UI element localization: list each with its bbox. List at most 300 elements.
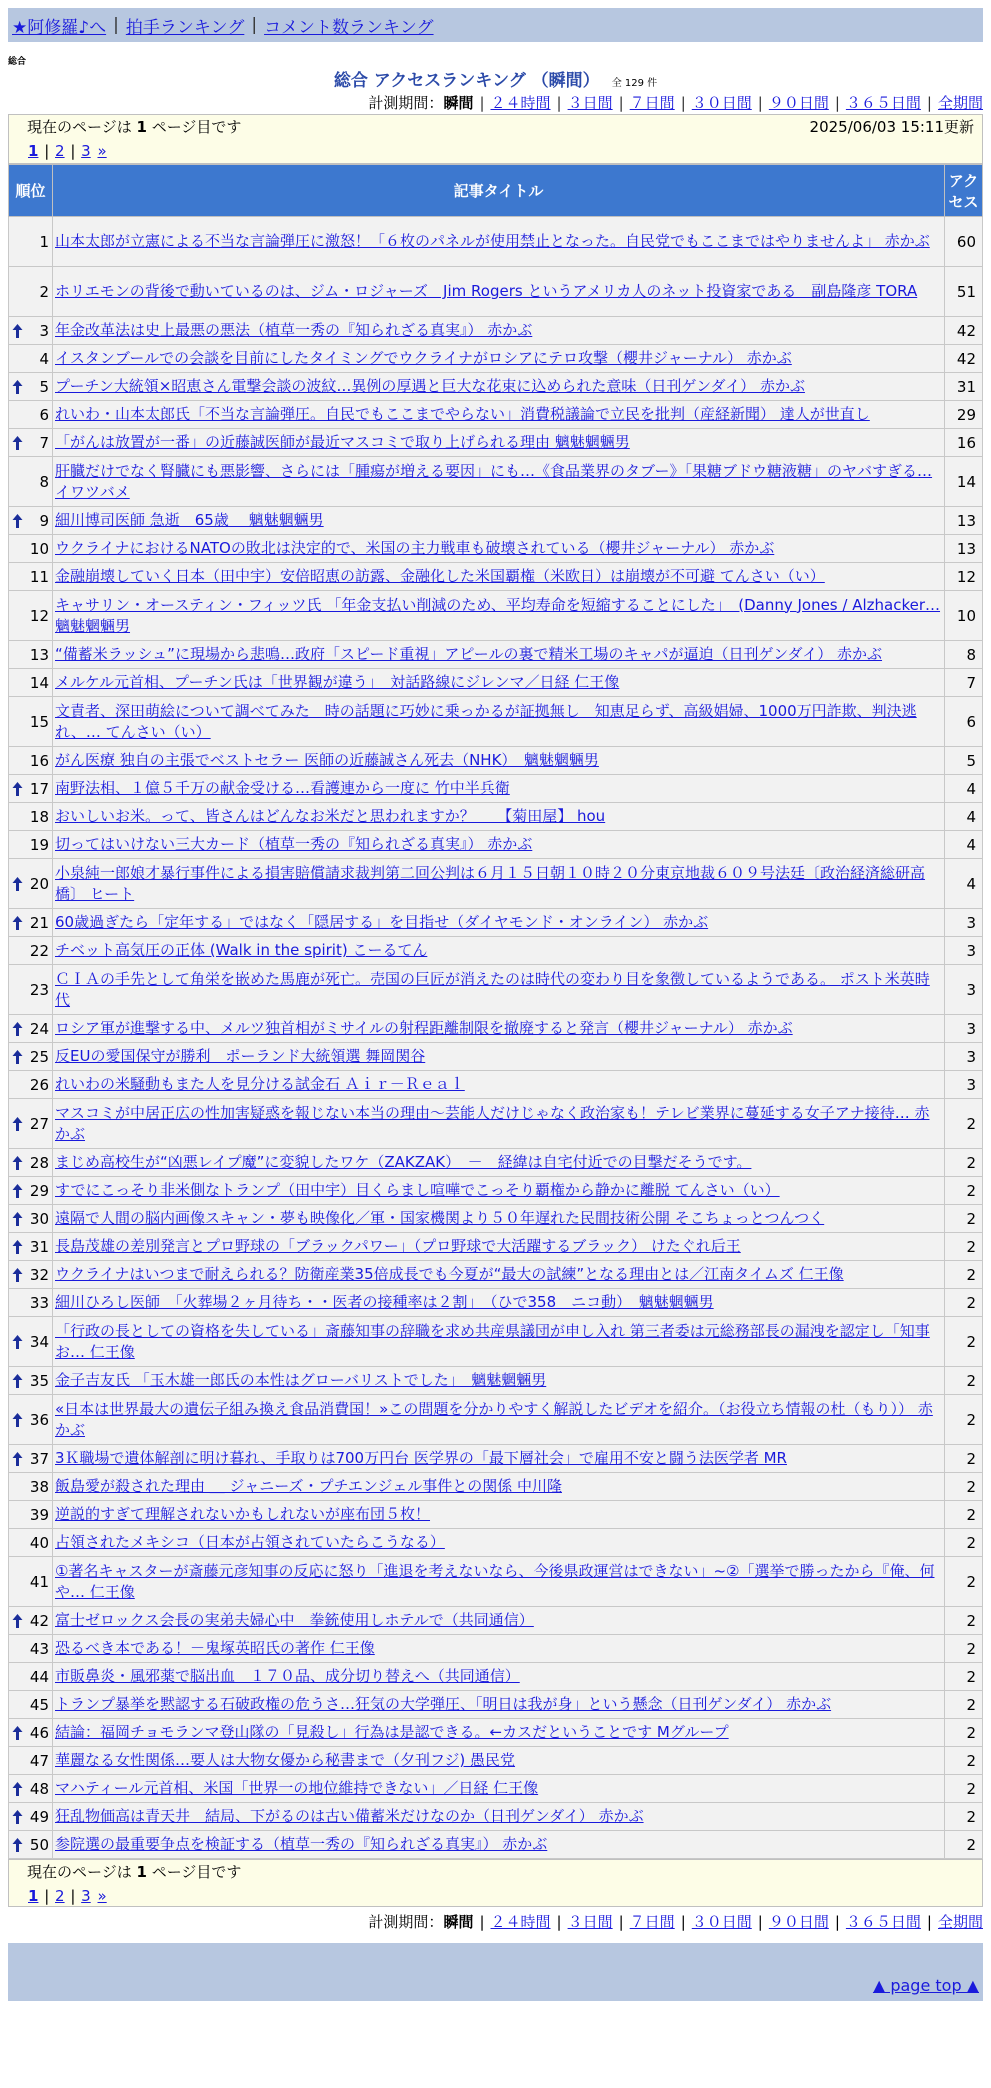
ranking-body [9, 217, 983, 1859]
article-link[interactable]: れいわ・山本太郎氏「不当な言論弾圧。自民でもここまでやらない」消費税議論で立民を批判（産経新聞） 達人が世直し [55, 405, 870, 423]
pager-next[interactable]: » [97, 1887, 107, 1905]
access-count: 2 [945, 1803, 983, 1831]
article-link[interactable]: 南野法相、１億５千万の献金受ける…看護連から一度に 竹中半兵衛 [55, 779, 510, 797]
access-count: 60 [945, 217, 983, 267]
title-cell [53, 1831, 945, 1859]
article-link[interactable]: 華麗なる女性関係…要人は大物女優から秘書まで（夕刊フジ) 愚民党 [55, 1751, 516, 1769]
access-count: 2 [945, 1473, 983, 1501]
article-link[interactable]: 細川博司医師 急逝 65歳 魑魅魍魎男 [55, 511, 324, 529]
table-row [9, 457, 983, 507]
rank-cell [9, 1501, 53, 1529]
table-row [9, 1831, 983, 1859]
rank-up-arrow-icon [12, 1373, 23, 1389]
period-link[interactable]: 全期間 [937, 94, 983, 112]
rank-number: 24 [29, 1019, 49, 1038]
title-cell [53, 1071, 945, 1099]
article-link[interactable]: «日本は世界最大の遺伝子組み換え食品消費国！»この問題を分かりやすく解説したビデオを紹介。（お役立ち情報の杜（もり）） 赤かぶ [55, 1399, 933, 1439]
pager-page[interactable]: 2 [55, 142, 65, 160]
period-link[interactable]: ９０日間 [768, 1913, 829, 1931]
table-row [9, 217, 983, 267]
title-cell [53, 1719, 945, 1747]
rank-number: 37 [29, 1449, 49, 1468]
rank-cell [9, 803, 53, 831]
access-count: 2 [945, 1557, 983, 1607]
rank-up-arrow-icon [12, 1239, 23, 1255]
comment-ranking-link[interactable]: コメント数ランキング [264, 17, 434, 38]
title-cell [53, 1747, 945, 1775]
rank-number: 46 [29, 1723, 49, 1742]
period-link[interactable]: ３０日間 [691, 1913, 752, 1931]
article-link[interactable]: 反EUの愛国保守が勝利 ポーランド大統領選 舞岡関谷 [55, 1047, 426, 1065]
title-cell [53, 1445, 945, 1473]
rank-cell [9, 909, 53, 937]
article-link[interactable]: 文責者、深田萌絵について調べてみた 時の話題に巧妙に乗っかるが証拠無し 知恵足らず、高級娼婦、1000万円詐欺、判決逃れ、… てんさい（い） [55, 701, 917, 741]
table-row [9, 747, 983, 775]
title-cell [53, 775, 945, 803]
table-row [9, 1289, 983, 1317]
rank-number: 25 [29, 1047, 49, 1066]
table-row [9, 1395, 983, 1445]
rank-number: 7 [39, 433, 49, 452]
article-link[interactable]: ウクライナにおけるNATOの敗北は決定的で、米国の主力戦車も破壊されている（櫻井ジャーナル） 赤かぶ [55, 539, 775, 557]
rank-cell [9, 859, 53, 909]
title-cell [53, 1043, 945, 1071]
rank-number: 20 [29, 874, 49, 893]
access-count: 2 [945, 1367, 983, 1395]
table-row [9, 1261, 983, 1289]
article-link[interactable]: 山本太郎が立憲による不当な言論弾圧に激怒！「６枚のパネルが使用禁止となった。自民党でもここまではやりませんよ」 赤かぶ [55, 232, 930, 250]
period-link[interactable]: ２４時間 [490, 1913, 551, 1931]
access-count: 4 [945, 831, 983, 859]
rank-cell [9, 1099, 53, 1149]
rank-number: 4 [39, 349, 49, 368]
title-cell [53, 1367, 945, 1395]
article-link[interactable]: ①著名キャスターが斎藤元彦知事の反応に怒り「進退を考えないなら、今後県政運営はできない」~②「選挙で勝ったから『俺、何や… 仁王像 [55, 1561, 935, 1601]
rank-number: 21 [29, 913, 49, 932]
title-cell [53, 535, 945, 563]
article-link[interactable]: 金子吉友氏 「玉木雄一郎氏の本性はグローバリストでした」 魑魅魍魎男 [55, 1371, 547, 1389]
access-count: 2 [945, 1831, 983, 1859]
title-cell [53, 1607, 945, 1635]
rank-number: 27 [29, 1114, 49, 1133]
title-cell [53, 563, 945, 591]
rank-number: 11 [29, 567, 49, 586]
article-link[interactable]: 「行政の長としての資格を失している」斎藤知事の辞職を求め共産県議団が申し入れ 第三者委は元総務部長の漏洩を認定し「知事お… 仁王像 [55, 1321, 930, 1361]
period-current: 瞬間 [443, 1913, 474, 1931]
rank-cell [9, 1607, 53, 1635]
article-link[interactable]: 金融崩壊していく日本（田中宇）安倍昭恵の訪露、金融化した米国覇権（米欧日）は崩壊が不可避 てんさい（い） [55, 567, 825, 585]
access-count: 2 [945, 1775, 983, 1803]
rank-number: 49 [29, 1807, 49, 1826]
rank-cell [9, 1775, 53, 1803]
rank-number: 33 [29, 1293, 49, 1312]
rank-number: 9 [39, 511, 49, 530]
article-link[interactable]: メルケル元首相、プーチン氏は「世界観が違う」 対話路線にジレンマ／日経 仁王像 [55, 673, 620, 691]
article-link[interactable]: 小泉純一郎娘才暴行事件による損害賠償請求裁判第二回公判は６月１５日朝１０時２０分東京地裁６０９号法廷〔政治経済総研高橋〕 ヒート [55, 863, 926, 903]
article-link[interactable]: マスコミが中居正広の性加害疑惑を報じない本当の理由～芸能人だけじゃなく政治家も！テレビ業界に蔓延する女子アナ接待… 赤かぶ [55, 1103, 930, 1143]
rank-number: 35 [29, 1371, 49, 1390]
rank-cell [9, 1445, 53, 1473]
article-link[interactable]: れいわの米騒動もまた人を見分ける試金石 Ａｉｒ－Ｒｅａｌ [55, 1075, 465, 1093]
rank-cell [9, 1261, 53, 1289]
title-cell [53, 1099, 945, 1149]
table-row [9, 1071, 983, 1099]
table-row [9, 429, 983, 457]
rank-number: 43 [29, 1639, 49, 1658]
period-link[interactable]: ７日間 [629, 94, 675, 112]
rank-number: 48 [29, 1779, 49, 1798]
table-row [9, 1529, 983, 1557]
access-count: 51 [945, 267, 983, 317]
home-link[interactable]: ★阿修羅♪へ [12, 17, 107, 38]
title-cell [53, 747, 945, 775]
title-cell [53, 317, 945, 345]
top-nav [8, 8, 983, 42]
rank-cell [9, 1831, 53, 1859]
access-count: 12 [945, 563, 983, 591]
table-row [9, 803, 983, 831]
period-selector-top: 計測期間：瞬間 | ２４時間 | ３日間 | ７日間 | ３０日間 | ９０日間 | ３６５日間 | 全期間 [368, 94, 983, 112]
rank-cell [9, 217, 53, 267]
rank-cell [9, 1747, 53, 1775]
rank-number: 10 [29, 539, 49, 558]
title-cell [53, 1205, 945, 1233]
title-cell [53, 669, 945, 697]
rank-up-arrow-icon [12, 1809, 23, 1825]
period-link[interactable]: ３日間 [567, 94, 613, 112]
article-link[interactable]: キャサリン・オースティン・フィッツ氏 「年金支払い削減のため、平均寿命を短縮することにした」 (Danny Jones / Alzhacker… 魑魅魍魎男 [55, 595, 941, 635]
period-current: 瞬間 [443, 94, 474, 112]
article-link[interactable]: “備蓄米ラッシュ”に現場から悲鳴…政府「スピード重視」アピールの裏で精米工場のキャパが逼迫（日刊ゲンダイ） 赤かぶ [55, 645, 883, 663]
rank-number: 36 [29, 1410, 49, 1429]
rank-cell [9, 591, 53, 641]
table-row [9, 1015, 983, 1043]
title-cell [53, 429, 945, 457]
title-cell [53, 909, 945, 937]
page-heading [0, 70, 991, 92]
access-count: 2 [945, 1395, 983, 1445]
access-count: 2 [945, 1099, 983, 1149]
table-row [9, 1205, 983, 1233]
table-row [9, 669, 983, 697]
rank-up-arrow-icon [12, 1334, 23, 1350]
article-link[interactable]: ホリエモンの背後で動いているのは、ジム・ロジャーズ Jim Rogers というアメリカ人のネット投資家である 副島隆彦 TORA [55, 282, 918, 300]
title-cell [53, 1501, 945, 1529]
title-cell [53, 217, 945, 267]
rank-up-arrow-icon [12, 1211, 23, 1227]
table-row [9, 1691, 983, 1719]
access-count: 2 [945, 1719, 983, 1747]
rank-cell [9, 1557, 53, 1607]
rank-cell [9, 373, 53, 401]
title-cell [53, 641, 945, 669]
rank-number: 50 [29, 1835, 49, 1854]
pager-page[interactable]: 2 [55, 1887, 65, 1905]
rank-number: 32 [29, 1265, 49, 1284]
rank-cell [9, 401, 53, 429]
rank-cell [9, 267, 53, 317]
table-row [9, 267, 983, 317]
nav-separator: | [251, 15, 258, 35]
period-label: 計測期間： [368, 94, 444, 112]
rank-number: 2 [39, 282, 49, 301]
rank-cell [9, 1663, 53, 1691]
title-cell [53, 697, 945, 747]
access-count: 7 [945, 669, 983, 697]
access-count: 4 [945, 803, 983, 831]
period-link[interactable]: ３６５日間 [845, 1913, 921, 1931]
article-link[interactable]: 参院選の最重要争点を検証する（植草一秀の『知られざる真実』） 赤かぶ [55, 1835, 548, 1853]
rank-up-arrow-icon [12, 1412, 23, 1428]
rank-cell [9, 1289, 53, 1317]
rank-number: 28 [29, 1153, 49, 1172]
article-link[interactable]: 切ってはいけない三大カード（植草一秀の『知られざる真実』） 赤かぶ [55, 835, 533, 853]
article-link[interactable]: 狂乱物価高は青天井 結局、下がるのは古い備蓄米だけなのか（日刊ゲンダイ） 赤かぶ [55, 1807, 644, 1825]
period-link[interactable]: ３０日間 [691, 94, 752, 112]
rank-cell [9, 965, 53, 1015]
nav-separator: | [113, 15, 119, 35]
table-row [9, 401, 983, 429]
rank-number: 41 [29, 1572, 49, 1591]
rank-number: 30 [29, 1209, 49, 1228]
rank-up-arrow-icon [12, 1451, 23, 1467]
rank-cell [9, 1149, 53, 1177]
rank-number: 5 [39, 377, 49, 396]
page-info-top [8, 114, 983, 164]
pager-current[interactable]: 1 [28, 142, 39, 160]
table-row [9, 1317, 983, 1367]
table-row [9, 1719, 983, 1747]
period-link[interactable]: ３日間 [567, 1913, 613, 1931]
access-count: 2 [945, 1691, 983, 1719]
access-count: 2 [945, 1445, 983, 1473]
access-count: 13 [945, 535, 983, 563]
rank-number: 16 [29, 751, 49, 770]
table-row [9, 1775, 983, 1803]
rank-up-arrow-icon [12, 323, 23, 339]
rank-number: 1 [39, 232, 49, 251]
table-row [9, 831, 983, 859]
rank-cell [9, 1317, 53, 1367]
table-row [9, 1043, 983, 1071]
rank-cell [9, 747, 53, 775]
access-count: 2 [945, 1747, 983, 1775]
title-cell [53, 267, 945, 317]
access-count: 13 [945, 507, 983, 535]
article-link[interactable]: まじめ高校生が“凶悪レイプ魔”に変貌したワケ（ZAKZAK） － 経緯は自宅付近での目撃だそうです。 [55, 1153, 752, 1171]
table-row [9, 591, 983, 641]
table-row [9, 507, 983, 535]
title-cell [53, 1177, 945, 1205]
pager-bottom: 1 | 2 | 3 » [28, 1887, 107, 1905]
title-cell [53, 831, 945, 859]
pager-page[interactable]: 3 [81, 1887, 91, 1905]
footer-bar [8, 1943, 983, 2001]
table-row [9, 1445, 983, 1473]
clap-ranking-link[interactable]: 拍手ランキング [125, 17, 245, 38]
article-link[interactable]: 肝臓だけでなく腎臓にも悪影響、さらには「腫瘍が増える要因」にも…《食品業界のタブー》「果糖ブドウ糖液糖」のヤバすぎる… イワツバメ [55, 461, 933, 501]
article-link[interactable]: 「がんは放置が一番」の近藤誠医師が最近マスコミで取り上げられる理由 魑魅魍魎男 [55, 433, 630, 451]
rank-up-arrow-icon [12, 1781, 23, 1797]
rank-header: 順位 [9, 165, 53, 217]
title-cell [53, 1557, 945, 1607]
table-row [9, 563, 983, 591]
article-link[interactable]: ＣＩＡの手先として角栄を嵌めた馬鹿が死亡。売国の巨匠が消えたのは時代の変わり目を象徴しているようである。 ポスト米英時代 [55, 969, 930, 1009]
title-cell [53, 457, 945, 507]
rank-number: 40 [29, 1533, 49, 1552]
table-row [9, 1747, 983, 1775]
page-title: 総合 アクセスランキング （瞬間） [333, 71, 600, 91]
title-cell [53, 1473, 945, 1501]
article-link[interactable]: おいしいお米。って、皆さんはどんなお米だと思われますか？ 【菊田屋】 hou [55, 807, 606, 825]
title-cell [53, 1261, 945, 1289]
section-label: 総合 [8, 57, 27, 67]
rank-cell [9, 697, 53, 747]
title-cell [53, 965, 945, 1015]
article-link[interactable]: プーチン大統領×昭恵さん電撃会談の波紋…異例の厚遇と巨大な花束に込められた意味（日刊ゲンダイ） 赤かぶ [55, 377, 805, 395]
article-link[interactable]: すでにこっそり非米側なトランプ（田中宇）目くらまし喧嘩でこっそり覇権から静かに離脱 てんさい（い） [55, 1181, 780, 1199]
table-row [9, 937, 983, 965]
rank-up-arrow-icon [12, 915, 23, 931]
article-link[interactable]: トランプ暴挙を黙認する石破政権の危うさ…狂気の大学弾圧、「明日は我が身」という懸念（日刊ゲンダイ） 赤かぶ [55, 1695, 832, 1713]
rank-cell [9, 345, 53, 373]
title-cell [53, 937, 945, 965]
title-cell [53, 1803, 945, 1831]
article-link[interactable]: マハティール元首相、米国「世界一の地位維持できない」／日経 仁王像 [55, 1779, 539, 1797]
pager-next[interactable]: » [97, 142, 107, 160]
rank-up-arrow-icon [12, 379, 23, 395]
period-link[interactable]: 全期間 [937, 1913, 983, 1931]
access-count: 2 [945, 1663, 983, 1691]
rank-cell [9, 1233, 53, 1261]
period-link[interactable]: ９０日間 [768, 94, 829, 112]
article-link[interactable]: 遠隔で人間の脳内画像スキャン・夢も映像化／軍・国家機関より５０年遅れた民間技術公開 そこちょっとつんつく [55, 1209, 825, 1227]
table-row [9, 775, 983, 803]
table-row [9, 1635, 983, 1663]
table-row [9, 1557, 983, 1607]
article-link[interactable]: 占領されたメキシコ（日本が占領されていたらこうなる） [55, 1533, 445, 1551]
article-link[interactable]: 富士ゼロックス会長の実弟夫婦心中 拳銃使用しホテルで（共同通信） [55, 1611, 534, 1629]
access-count: 29 [945, 401, 983, 429]
period-link[interactable]: ２４時間 [490, 94, 551, 112]
table-row [9, 373, 983, 401]
table-row [9, 317, 983, 345]
title-cell [53, 1529, 945, 1557]
title-cell [53, 1395, 945, 1445]
article-link[interactable]: 恐るべき本である！－鬼塚英昭氏の著作 仁王像 [55, 1639, 375, 1657]
rank-number: 23 [29, 980, 49, 999]
access-header: アクセス [945, 165, 983, 217]
period-link[interactable]: ３６５日間 [845, 94, 921, 112]
rank-number: 34 [29, 1332, 49, 1351]
access-count: 3 [945, 1015, 983, 1043]
article-link[interactable]: 逆説的すぎて理解されないかもしれないが座布団５枚！ [55, 1505, 431, 1523]
rank-cell [9, 563, 53, 591]
page-top-link[interactable]: ▲ page top ▲ [872, 1976, 979, 1995]
article-link[interactable]: 飯島愛が殺された理由 ＿ ジャニーズ・プチエンジェル事件との関係 中川隆 [55, 1477, 562, 1495]
rank-cell [9, 429, 53, 457]
table-row [9, 1367, 983, 1395]
title-cell [53, 1015, 945, 1043]
pager-top: 1 | 2 | 3 » [28, 142, 107, 160]
article-link[interactable]: イスタンブールでの会談を目前にしたタイミングでウクライナがロシアにテロ攻撃（櫻井ジャーナル） 赤かぶ [55, 349, 792, 367]
rank-cell [9, 507, 53, 535]
rank-cell [9, 1473, 53, 1501]
rank-cell [9, 457, 53, 507]
article-link[interactable]: ウクライナはいつまで耐えられる？防衛産業35倍成長でも今夏が“最大の試練”となる理由とは／江南タイムズ 仁王像 [55, 1265, 844, 1283]
rank-up-arrow-icon [12, 435, 23, 451]
title-cell [53, 1233, 945, 1261]
pager-page[interactable]: 3 [81, 142, 91, 160]
period-link[interactable]: ７日間 [629, 1913, 675, 1931]
rank-cell [9, 1635, 53, 1663]
title-cell [53, 803, 945, 831]
article-link[interactable]: チベット高気圧の正体 (Walk in the spirit) こーるてん [55, 941, 428, 959]
table-row [9, 641, 983, 669]
rank-cell [9, 317, 53, 345]
article-link[interactable]: 結論：福岡チョモランマ登山隊の「見殺し」行為は是認できる。←カスだということです Mグループ [55, 1723, 729, 1741]
rank-number: 12 [29, 606, 49, 625]
access-count: 4 [945, 775, 983, 803]
title-header: 記事タイトル [53, 165, 945, 217]
table-row [9, 345, 983, 373]
updated-timestamp: 2025/06/03 15:11更新 [809, 118, 974, 136]
access-count: 3 [945, 937, 983, 965]
table-row [9, 1501, 983, 1529]
access-count: 2 [945, 1233, 983, 1261]
table-row [9, 697, 983, 747]
rank-number: 14 [29, 673, 49, 692]
article-link[interactable]: 細川ひろし医師 「火葬場２ヶ月待ち・・医者の接種率は２割」 （ひで358 ニコ動） 魑魅魍魎男 [55, 1293, 714, 1311]
access-count: 2 [945, 1529, 983, 1557]
rank-up-arrow-icon [12, 1021, 23, 1037]
rank-number: 31 [29, 1237, 49, 1256]
title-cell [53, 345, 945, 373]
access-count: 31 [945, 373, 983, 401]
rank-number: 45 [29, 1695, 49, 1714]
access-count: 3 [945, 909, 983, 937]
rank-cell [9, 1043, 53, 1071]
rank-number: 3 [39, 321, 49, 340]
article-link[interactable]: 年金改革法は史上最悪の悪法（植草一秀の『知られざる真実』） 赤かぶ [55, 321, 533, 339]
article-link[interactable]: 長島茂雄の差別発言とプロ野球の「ブラックパワー」（プロ野球で大活躍するブラック） けたぐれ后王 [55, 1237, 741, 1255]
article-link[interactable]: 市販鼻炎・風邪薬で脳出血 １７０品、成分切り替えへ（共同通信） [55, 1667, 520, 1685]
article-link[interactable]: ロシア軍が進撃する中、メルツ独首相がミサイルの射程距離制限を撤廃すると発言（櫻井ジャーナル） 赤かぶ [55, 1019, 793, 1037]
pager-current[interactable]: 1 [28, 1887, 39, 1905]
title-cell [53, 1775, 945, 1803]
article-link[interactable]: 3Ｋ職場で遺体解剖に明け暮れ、手取りは700万円台 医学界の「最下層社会」で雇用不安と闘う法医学者 MR [55, 1449, 787, 1467]
rank-cell [9, 1803, 53, 1831]
page-indicator: 現在のページは 1 ページ目です [27, 118, 242, 136]
access-count: 14 [945, 457, 983, 507]
rank-up-arrow-icon [12, 1049, 23, 1065]
access-count: 10 [945, 591, 983, 641]
access-count: 3 [945, 965, 983, 1015]
rank-number: 22 [29, 941, 49, 960]
access-count: 42 [945, 317, 983, 345]
title-cell [53, 859, 945, 909]
article-link[interactable]: 60歳過ぎたら「定年する」ではなく「隠居する」を目指せ（ダイヤモンド・オンライン） 赤かぶ [55, 913, 709, 931]
access-count: 2 [945, 1261, 983, 1289]
rank-cell [9, 1015, 53, 1043]
access-count: 2 [945, 1149, 983, 1177]
title-cell [53, 507, 945, 535]
table-row [9, 1663, 983, 1691]
rank-cell [9, 1367, 53, 1395]
rank-cell [9, 1719, 53, 1747]
article-link[interactable]: がん医療 独自の主張でベストセラー 医師の近藤誠さん死去（NHK） 魑魅魍魎男 [55, 751, 599, 769]
rank-number: 8 [39, 472, 49, 491]
